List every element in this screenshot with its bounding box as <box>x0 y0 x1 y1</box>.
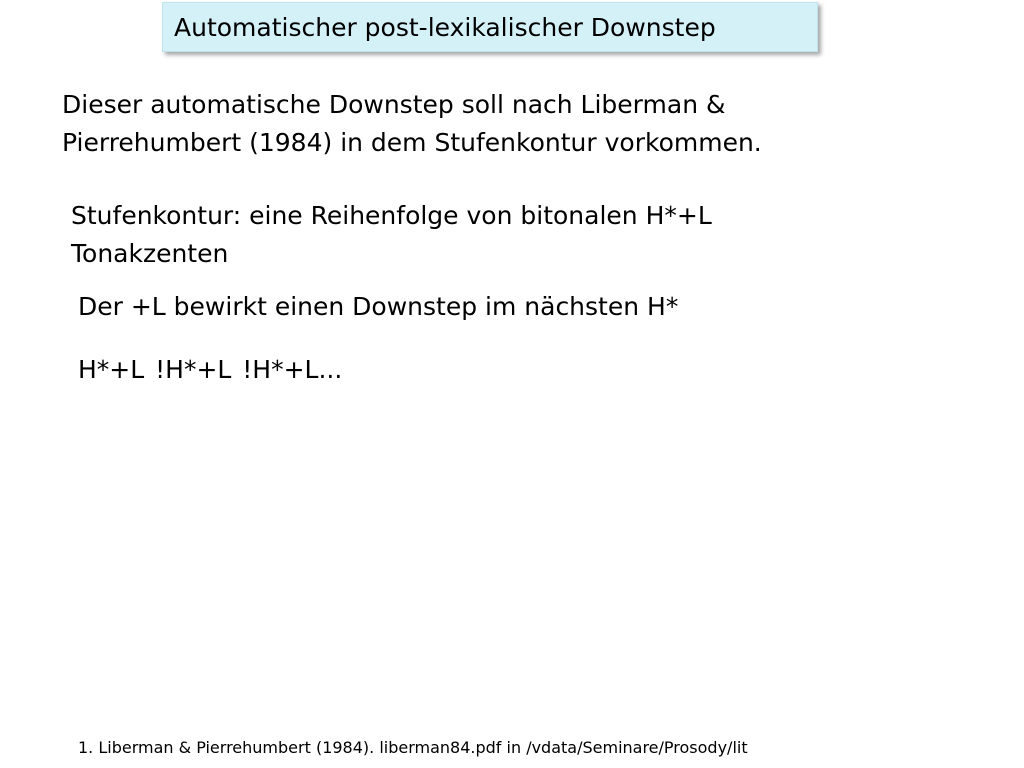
intro-paragraph <box>62 86 762 162</box>
definition-paragraph <box>71 197 712 273</box>
intro-line-2: Pierrehumbert (1984) in dem Stufenkontur vorkommen. <box>62 128 762 157</box>
definition-line-2: Tonakzenten <box>71 239 229 268</box>
intro-line-1: Dieser automatische Downstep soll nach Liberman & <box>62 90 726 119</box>
footnote: 1. Liberman & Pierrehumbert (1984). liberman84.pdf in /vdata/Seminare/Prosody/lit <box>78 738 748 757</box>
definition-line-1: Stufenkontur: eine Reihenfolge von bitonalen H*+L <box>71 201 712 230</box>
slide-title: Automatischer post-lexikalischer Downstep <box>162 2 818 52</box>
tone-sequence: H*+L !H*+L !H*+L... <box>78 355 343 384</box>
effect-paragraph: Der +L bewirkt einen Downstep im nächsten H* <box>78 292 679 321</box>
